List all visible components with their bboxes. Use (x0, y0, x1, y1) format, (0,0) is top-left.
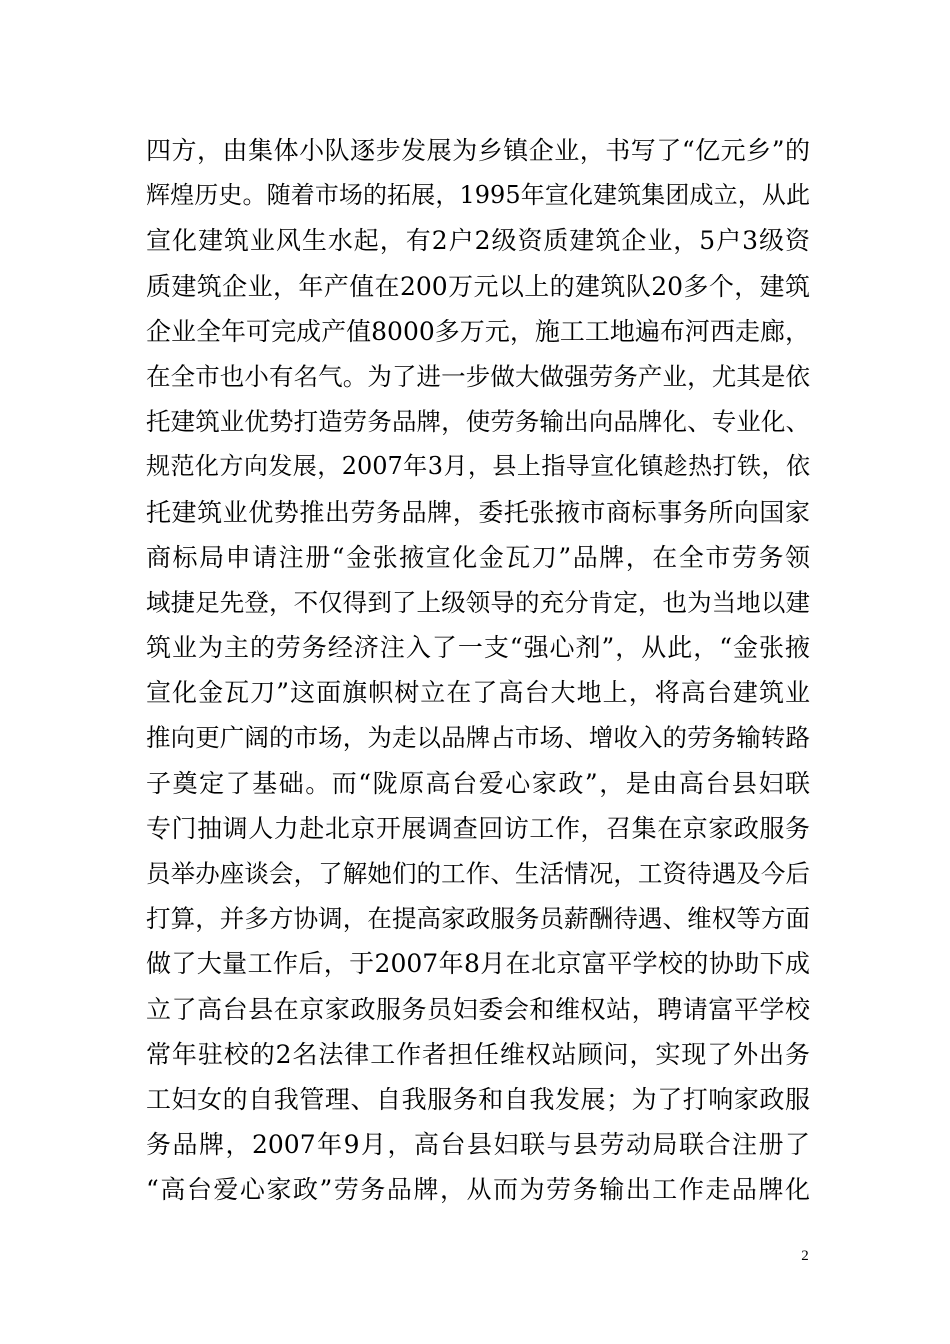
text-line: 打算，并多方协调，在提高家政服务员薪酬待遇、维权等方面 (146, 904, 810, 934)
text-line: 在全市也小有名气。为了进一步做大做强劳务产业，尤其是依 (146, 361, 810, 391)
text-line: 商标局申请注册“金张掖宣化金瓦刀”品牌，在全市劳务领 (146, 542, 810, 572)
text-line: 务品牌，2007年9月，高台县妇联与县劳动局联合注册了 (146, 1130, 810, 1160)
page-number: 2 (801, 1248, 809, 1264)
text-line: 托建筑业优势推出劳务品牌，委托张掖市商标事务所向国家 (146, 497, 810, 527)
text-line: 域捷足先登，不仅得到了上级领导的充分肯定，也为当地以建 (146, 587, 810, 617)
text-line: 企业全年可完成产值8000多万元，施工工地遍布河西走廊， (146, 316, 810, 346)
text-line: 子奠定了基础。而“陇原高台爱心家政”，是由高台县妇联 (146, 768, 810, 798)
text-line: 工妇女的自我管理、自我服务和自我发展；为了打响家政服 (146, 1084, 810, 1114)
body-text (146, 128, 810, 1213)
text-line: “高台爱心家政”劳务品牌，从而为劳务输出工作走品牌化 (146, 1175, 810, 1205)
text-line: 常年驻校的2名法律工作者担任维权站顾问，实现了外出务 (146, 1039, 810, 1069)
text-line: 四方，由集体小队逐步发展为乡镇企业，书写了“亿元乡”的 (146, 136, 810, 165)
text-line: 筑业为主的劳务经济注入了一支“强心剂”，从此，“金张掖 (146, 633, 810, 663)
text-line: 宣化建筑业风生水起，有2户2级资质建筑企业，5户3级资 (146, 226, 810, 256)
text-line: 规范化方向发展，2007年3月，县上指导宣化镇趁热打铁，依 (146, 452, 810, 481)
text-line: 托建筑业优势打造劳务品牌，使劳务输出向品牌化、专业化、 (146, 407, 810, 437)
text-line: 推向更广阔的市场，为走以品牌占市场、增收入的劳务输转路 (146, 723, 810, 753)
text-line: 员举办座谈会，了解她们的工作、生活情况，工资待遇及今后 (146, 859, 810, 888)
text-line: 宣化金瓦刀”这面旗帜树立在了高台大地上，将高台建筑业 (146, 678, 810, 708)
text-line: 做了大量工作后，于2007年8月在北京富平学校的协助下成 (146, 949, 810, 979)
text-line: 专门抽调人力赴北京开展调查回访工作，召集在京家政服务 (146, 813, 810, 843)
text-line: 立了高台县在京家政服务员妇委会和维权站，聘请富平学校 (146, 994, 810, 1024)
text-line: 质建筑企业，年产值在200万元以上的建筑队20多个，建筑 (146, 271, 810, 301)
text-line: 辉煌历史。随着市场的拓展，1995年宣化建筑集团成立，从此 (146, 181, 810, 210)
